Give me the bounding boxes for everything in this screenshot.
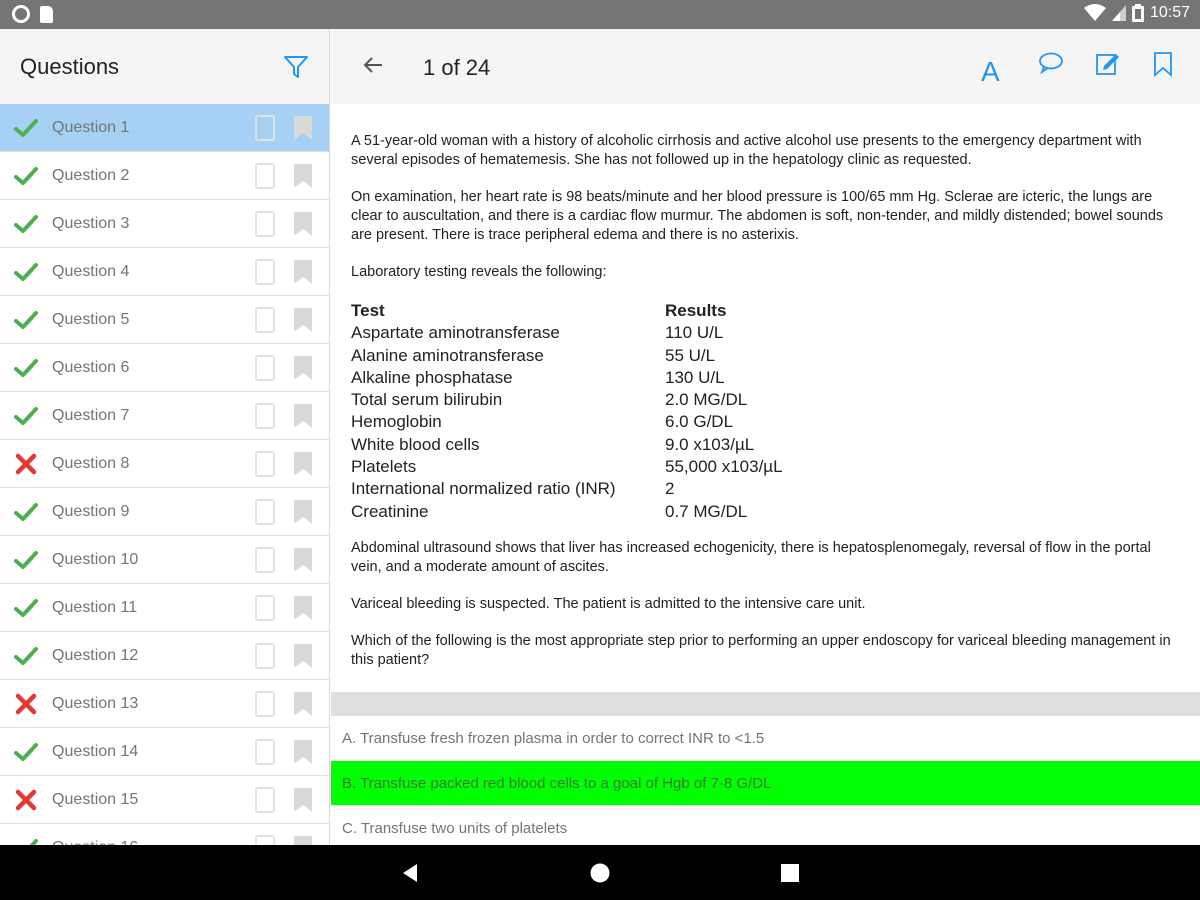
status-mark <box>0 789 52 811</box>
lab-test-name: Total serum bilirubin <box>351 390 503 410</box>
question-list <box>0 104 329 872</box>
bookmark-icon[interactable] <box>293 643 313 669</box>
checkmark-icon <box>14 262 38 282</box>
checkmark-icon <box>14 118 38 138</box>
lab-test-result: 0.7 MG/DL <box>665 501 748 521</box>
checkmark-icon <box>14 214 38 234</box>
status-mark <box>0 693 52 715</box>
checkmark-icon <box>14 166 38 186</box>
lab-test-result: 6.0 G/DL <box>665 412 734 432</box>
question-list-item[interactable] <box>0 296 329 344</box>
question-label: Question 4 <box>52 262 130 280</box>
question-list-item[interactable] <box>0 632 329 680</box>
bookmark-icon[interactable] <box>293 739 313 765</box>
bookmark-icon[interactable] <box>293 355 313 381</box>
note-icon[interactable] <box>255 163 275 189</box>
note-icon[interactable] <box>255 787 275 813</box>
bookmark-icon[interactable] <box>293 211 313 237</box>
answer-option[interactable]: A. Transfuse fresh frozen plasma in order to correct INR to <1.5 <box>331 716 1200 761</box>
status-time: 10:57 <box>1149 4 1190 21</box>
note-icon[interactable] <box>255 691 275 717</box>
question-label: Question 15 <box>52 790 139 808</box>
status-mark <box>0 262 52 282</box>
question-toolbar <box>331 29 1200 104</box>
lab-test-name: White blood cells <box>351 434 480 454</box>
home-circle-icon[interactable] <box>590 863 610 883</box>
note-icon[interactable] <box>255 547 275 573</box>
lab-test-result: 55 U/L <box>665 345 716 365</box>
question-stem <box>331 104 1200 670</box>
status-mark <box>0 502 52 522</box>
back-triangle-icon[interactable] <box>401 863 419 883</box>
lab-row <box>351 367 783 389</box>
question-list-item[interactable] <box>0 680 329 728</box>
question-list-item[interactable] <box>0 344 329 392</box>
question-label: Question 10 <box>52 550 139 568</box>
note-icon[interactable] <box>255 307 275 333</box>
question-label: Question 6 <box>52 358 130 376</box>
bookmark-icon[interactable] <box>293 307 313 333</box>
bookmark-icon[interactable] <box>293 547 313 573</box>
question-list-item[interactable] <box>0 440 329 488</box>
lab-row <box>351 478 783 500</box>
stem-paragraph: Abdominal ultrasound shows that liver has increased echogenicity, there is hepatosplenomegaly, reversal of flow in the portal vein, and a moderate amount of ascites. <box>351 539 1151 575</box>
lab-test-name: Platelets <box>351 457 417 477</box>
status-mark <box>0 310 52 330</box>
question-list-item[interactable] <box>0 584 329 632</box>
question-label: Question 11 <box>52 598 138 616</box>
lab-row <box>351 456 783 478</box>
question-label: Question 13 <box>52 694 139 712</box>
question-label: Question 7 <box>52 406 130 424</box>
question-label: Question 14 <box>52 742 139 760</box>
status-mark <box>0 550 52 570</box>
lab-header-row <box>351 300 783 322</box>
battery-icon <box>1132 4 1144 22</box>
question-label: Question 5 <box>52 310 130 328</box>
lab-results-table <box>351 300 783 523</box>
lab-test-name: Aspartate aminotransferase <box>351 323 560 343</box>
question-counter: 1 of 24 <box>423 55 491 80</box>
lab-test-name: Hemoglobin <box>351 412 442 432</box>
font-size-icon[interactable]: A <box>981 56 1000 87</box>
note-icon[interactable] <box>255 259 275 285</box>
question-list-item[interactable] <box>0 248 329 296</box>
lab-test-name: International normalized ratio (INR) <box>351 479 616 499</box>
sidebar-title: Questions <box>20 53 120 79</box>
question-sidebar <box>0 29 330 845</box>
wifi-icon <box>1084 4 1106 22</box>
stem-paragraph: A 51-year-old woman with a history of alcoholic cirrhosis and active alcohol use presents to the emergency department with several episodes of hematemesis. She has not followed up in the hepatology clinic as requested. <box>351 133 1142 168</box>
status-mark <box>0 166 52 186</box>
recents-square-icon[interactable] <box>781 864 799 882</box>
answers-divider <box>331 692 1200 716</box>
sidebar-header <box>0 29 329 104</box>
answer-option[interactable]: B. Transfuse packed red blood cells to a goal of Hgb of 7-8 G/DL <box>331 761 1200 806</box>
system-nav-bar <box>0 845 1200 900</box>
lab-test-result: 55,000 x103/µL <box>665 457 783 477</box>
lab-header-test: Test <box>351 301 385 320</box>
status-mark <box>0 406 52 426</box>
stem-paragraph: Laboratory testing reveals the following: <box>351 264 607 280</box>
bookmark-icon[interactable] <box>293 499 313 525</box>
checkmark-icon <box>14 406 38 426</box>
note-icon[interactable] <box>255 403 275 429</box>
checkmark-icon <box>14 742 38 762</box>
question-label: Question 12 <box>52 646 139 664</box>
question-label: Question 3 <box>52 214 130 232</box>
bookmark-icon[interactable] <box>293 595 313 621</box>
bookmark-icon[interactable] <box>1152 51 1174 77</box>
status-mark <box>0 598 52 618</box>
lab-test-result: 130 U/L <box>665 367 725 387</box>
lab-row <box>351 434 783 456</box>
answer-option[interactable]: C. Transfuse two units of platelets <box>331 806 1200 851</box>
question-list-item[interactable] <box>0 728 329 776</box>
note-icon[interactable] <box>255 643 275 669</box>
bookmark-icon[interactable] <box>293 451 313 477</box>
lab-header-results: Results <box>665 301 727 320</box>
question-list-item[interactable] <box>0 200 329 248</box>
question-label: Question 8 <box>52 454 130 472</box>
lab-row <box>351 501 783 523</box>
checkmark-icon <box>14 358 38 378</box>
cross-icon <box>15 789 37 811</box>
lab-test-result: 2.0 MG/DL <box>665 390 748 410</box>
back-arrow-icon[interactable] <box>361 53 385 77</box>
bookmark-icon[interactable] <box>293 787 313 813</box>
status-mark <box>0 742 52 762</box>
lab-test-result: 2 <box>665 479 675 499</box>
status-bar <box>0 0 1200 29</box>
question-list-item[interactable] <box>0 152 329 200</box>
circle-icon <box>12 5 30 23</box>
bookmark-icon[interactable] <box>293 691 313 717</box>
note-icon[interactable] <box>255 499 275 525</box>
note-icon[interactable] <box>255 115 275 141</box>
lab-test-name: Alanine aminotransferase <box>351 345 544 365</box>
question-list-item[interactable] <box>0 104 329 152</box>
question-panel <box>331 29 1200 845</box>
edit-note-icon[interactable] <box>1095 51 1121 77</box>
question-list-item[interactable] <box>0 536 329 584</box>
status-mark <box>0 118 52 138</box>
comment-icon[interactable] <box>1038 51 1064 75</box>
note-icon[interactable] <box>255 739 275 765</box>
checkmark-icon <box>14 598 38 618</box>
checkmark-icon <box>14 550 38 570</box>
question-label: Question 2 <box>52 166 130 184</box>
lab-row <box>351 389 783 411</box>
stem-paragraph: Variceal bleeding is suspected. The patient is admitted to the intensive care unit. <box>351 595 866 612</box>
question-label: Question 9 <box>52 502 130 520</box>
lab-row <box>351 411 783 433</box>
question-prompt: Which of the following is the most appropriate step prior to performing an upper endoscopy for variceal bleeding management in this patient? <box>351 632 1171 668</box>
filter-icon[interactable] <box>283 54 309 80</box>
bookmark-icon[interactable] <box>293 259 313 285</box>
bookmark-icon[interactable] <box>293 115 313 141</box>
cross-icon <box>15 693 37 715</box>
lab-row <box>351 322 783 344</box>
question-list-item[interactable] <box>0 776 329 824</box>
lab-test-result: 9.0 x103/µL <box>665 434 755 454</box>
stem-paragraph: On examination, her heart rate is 98 beats/minute and her blood pressure is 100/65 mm Hg. Sclerae are icteric, the lungs are clear to auscultation, and there is a cardiac flow murmur. The abdomen is soft, non-tender, and mildly distended; bowel sounds are present. There is trace peripheral edema and there is no asterixis. <box>351 189 1164 243</box>
question-list-item[interactable] <box>0 488 329 536</box>
note-icon[interactable] <box>255 451 275 477</box>
cross-icon <box>15 453 37 475</box>
checkmark-icon <box>14 310 38 330</box>
lab-row <box>351 345 783 367</box>
bookmark-icon[interactable] <box>293 403 313 429</box>
sd-card-icon <box>40 6 53 23</box>
status-mark <box>0 358 52 378</box>
note-icon[interactable] <box>255 595 275 621</box>
bookmark-icon[interactable] <box>293 163 313 189</box>
status-mark <box>0 214 52 234</box>
lab-test-name: Creatinine <box>351 501 429 521</box>
question-list-item[interactable] <box>0 392 329 440</box>
signal-icon <box>1112 5 1126 21</box>
question-label: Question 1 <box>52 118 130 136</box>
lab-test-name: Alkaline phosphatase <box>351 367 513 387</box>
note-icon[interactable] <box>255 355 275 381</box>
checkmark-icon <box>14 502 38 522</box>
status-mark <box>0 453 52 475</box>
lab-test-result: 110 U/L <box>665 323 724 343</box>
status-mark <box>0 646 52 666</box>
checkmark-icon <box>14 646 38 666</box>
note-icon[interactable] <box>255 211 275 237</box>
